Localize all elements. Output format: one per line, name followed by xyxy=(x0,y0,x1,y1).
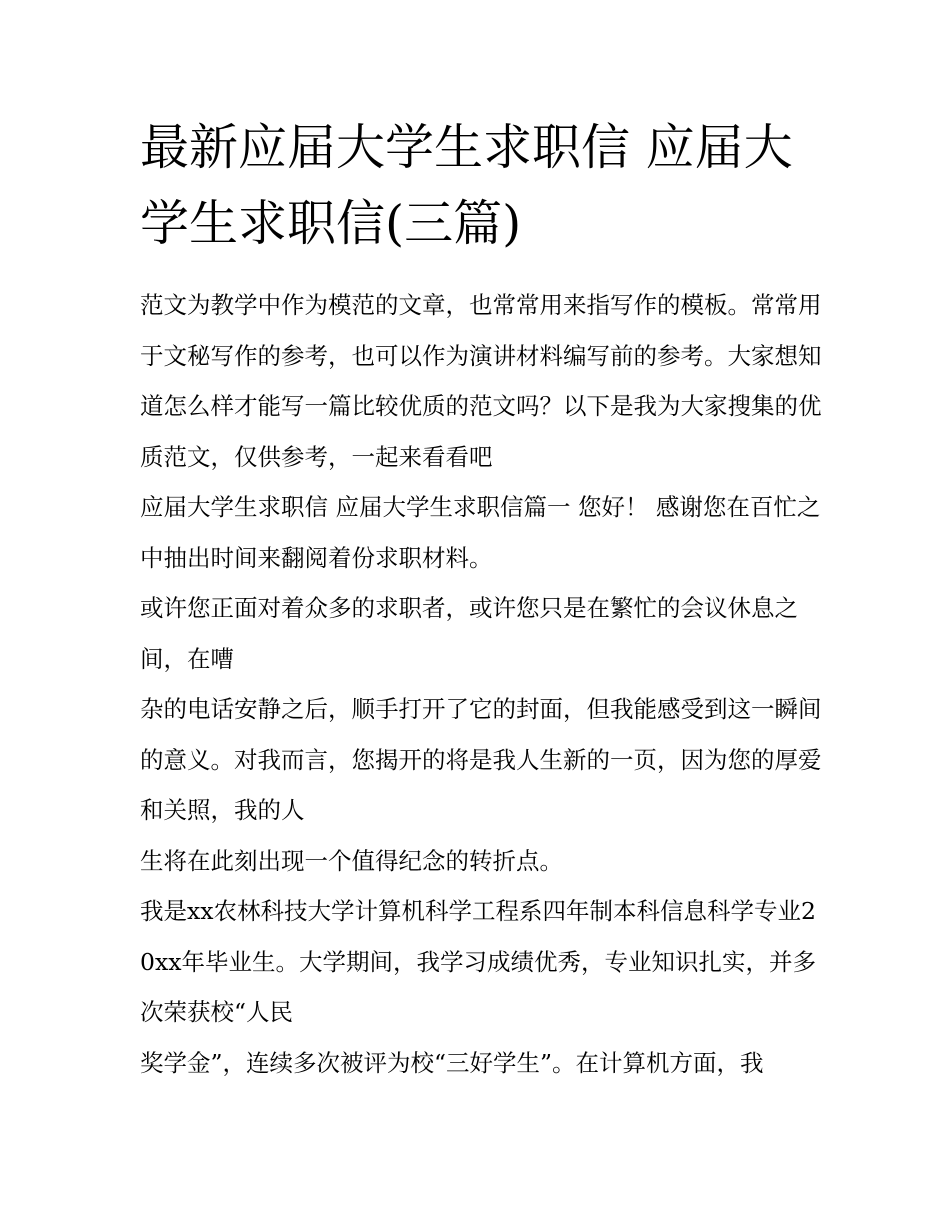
paragraph-7: 奖学金”，连续多次被评为校“三好学生”。在计算机方面，我 xyxy=(140,1048,764,1077)
paragraph-greeting: 应届大学生求职信 应届大学生求职信篇一 您好！ 感谢您在百忙之中抽出时间来翻阅着份求职材料。 xyxy=(140,493,821,572)
paragraph-4: 杂的电话安静之后，顺手打开了它的封面，但我能感受到这一瞬间的意义。对我而言，您揭开的将是我人生新的一页，因为您的厚爱和关照，我的人 xyxy=(140,695,822,824)
document-body xyxy=(140,280,830,1088)
paragraph-6: 我是xx农林科技大学计算机科学工程系四年制本科信息科学专业20xx年毕业生。大学期间，我学习成绩优秀，专业知识扎实，并多次荣获校“人民 xyxy=(140,897,816,1026)
paragraph-5: 生将在此刻出现一个值得纪念的转折点。 xyxy=(140,846,563,875)
document-title: 最新应届大学生求职信 应届大学生求职信(三篇) xyxy=(140,119,793,252)
paragraph-intro: 范文为教学中作为模范的文章，也常常用来指写作的模板。常常用于文秘写作的参考，也可以作为演讲材料编写前的参考。大家想知道怎么样才能写一篇比较优质的范文吗？以下是我为大家搜集的优质范文，仅供参考，一起来看看吧 xyxy=(140,291,822,471)
paragraph-3: 或许您正面对着众多的求职者，或许您只是在繁忙的会议休息之间，在嘈 xyxy=(140,594,798,673)
